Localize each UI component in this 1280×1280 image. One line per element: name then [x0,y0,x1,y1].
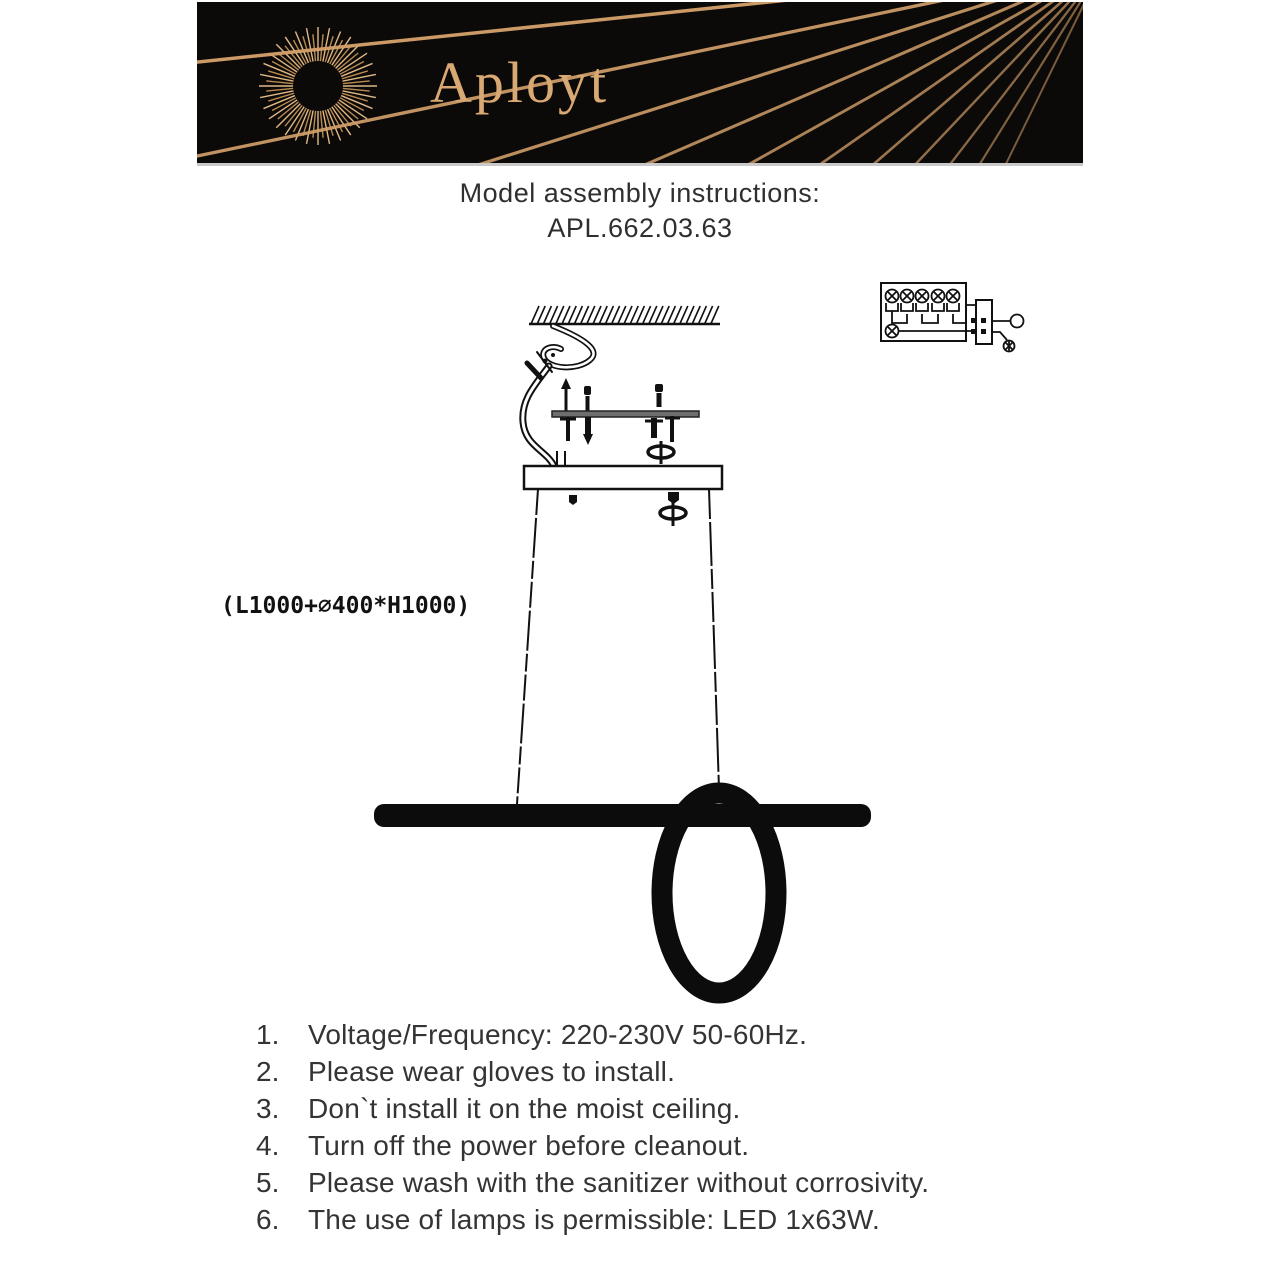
ceiling-canopy [524,451,722,489]
list-item [256,1016,929,1053]
canopy-screws [569,492,686,526]
anchor-screws [584,384,663,412]
sunburst-center [293,61,343,111]
item-text: Turn off the power before cleanout. [308,1129,750,1161]
bracket-screws-right [645,416,680,464]
brand-banner [197,2,1083,166]
list-item [256,1053,929,1090]
item-text: The use of lamps is permissible: LED 1x63W. [308,1203,880,1235]
banner-artwork [197,2,1083,163]
item-number: 3. [256,1092,280,1124]
list-item [256,1164,929,1201]
mounting-bracket [552,411,699,417]
item-text: Please wash with the sanitizer without corrosivity. [308,1166,930,1198]
item-text: Don`t install it on the moist ceiling. [308,1092,741,1124]
item-number: 2. [256,1055,280,1087]
bracket-screws-left [560,417,593,445]
terminal-block [886,290,977,338]
title-block [0,176,1280,246]
list-item [256,1201,929,1238]
up-arrow-icon [561,378,571,412]
item-text: Voltage/Frequency: 220-230V 50-60Hz. [308,1018,808,1050]
suspension-wires [517,489,719,804]
item-number: 6. [256,1203,280,1235]
instruction-list [256,1016,929,1238]
wiring-diagram [881,283,1024,352]
assembly-drawing-svg [180,260,1100,1010]
dimension-label: (L1000+⌀400*H1000) [221,593,471,619]
list-item [256,1090,929,1127]
power-cable [523,326,594,466]
item-number: 1. [256,1018,280,1050]
ceiling-hatch [529,306,720,324]
page-title: Model assembly instructions: [459,178,821,208]
list-item [256,1127,929,1164]
lamp-symbol [1011,315,1024,328]
ground-symbol [1004,341,1015,352]
item-number: 5. [256,1166,280,1198]
item-number: 4. [256,1129,280,1161]
assembly-diagram [180,260,1100,1010]
brand-logo-text: Aployt [430,50,610,115]
led-light-bar [374,804,871,827]
item-text: Please wear gloves to install. [308,1055,676,1087]
model-number: APL.662.03.63 [547,213,733,243]
